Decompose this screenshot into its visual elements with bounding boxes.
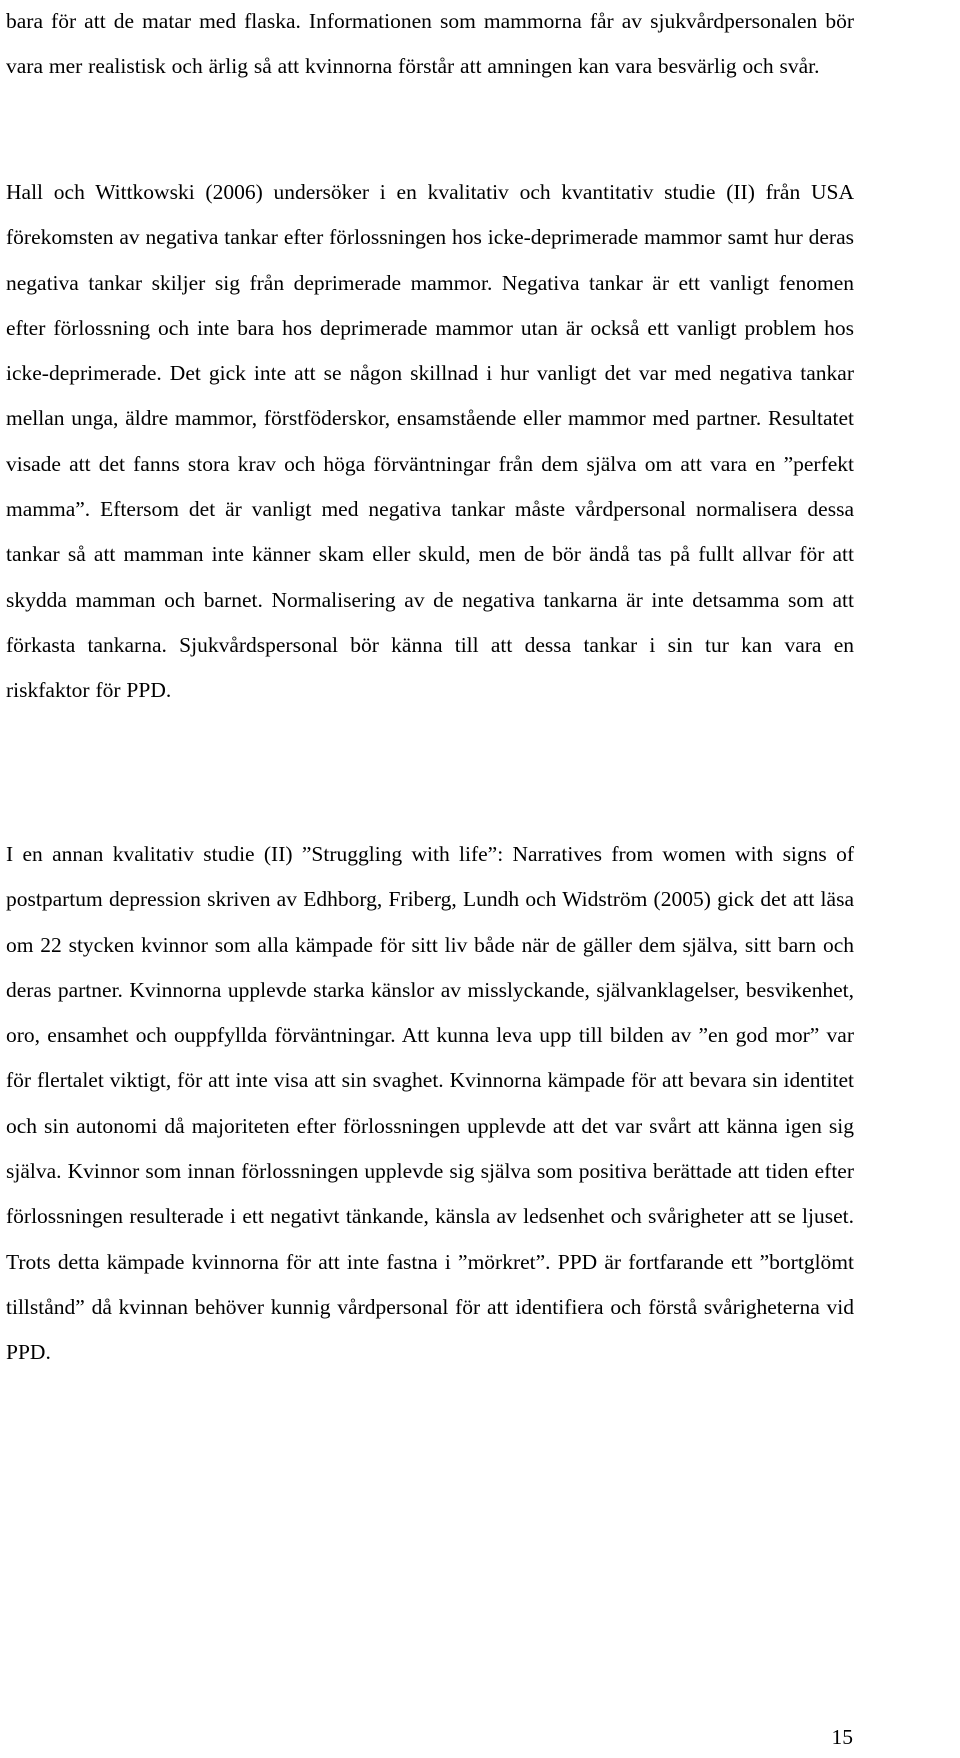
body-paragraph-1: bara för att de matar med flaska. Informationen som mammorna får av sjukvårdpersonalen bör vara mer realistisk och ärlig så att kvinnorna förstår att amningen kan vara besvärlig och svår. (6, 9, 854, 79)
page-number: 15 (831, 1725, 853, 1749)
body-paragraph-3: I en annan kvalitativ studie (II) ”Struggling with life”: Narratives from women with signs of postpartum depression skriven av Edhborg, Friberg, Lundh och Widström (2005) gick det att läsa om 22 stycken kvinnor som alla kämpade för sitt liv både när de gäller dem själva, sitt barn och deras partner. Kvinnorna upplevde starka känslor av misslyckande, självanklagelser, besvikenhet, oro, ensamhet och ouppfyllda förväntningar. Att kunna leva upp till bilden av ”en god mor” var för flertalet viktigt, för att inte visa att sin svaghet. Kvinnorna kämpade för att bevara sin identitet och sin autonomi då majoriteten efter förlossningen upplevde att det var svårt att känna igen sig själva. Kvinnor som innan förlossningen upplevde sig själva som positiva berättade att tiden efter förlossningen resulterade i ett negativt tänkande, känsla av ledsenhet och svårigheter att se ljuset. Trots detta kämpade kvinnorna för att inte fastna i ”mörkret”. PPD är fortfarande ett ”bortglömt tillstånd” då kvinnan behöver kunnig vårdpersonal för att identifiera och förstå svårigheterna vid PPD. (6, 842, 854, 1365)
body-paragraph-2: Hall och Wittkowski (2006) undersöker i en kvalitativ och kvantitativ studie (II) från USA förekomsten av negativa tankar efter förlossningen hos icke-deprimerade mammor samt hur deras negativa tankar skiljer sig från deprimerade mammor. Negativa tankar är ett vanligt fenomen efter förlossning och inte bara hos deprimerade mammor utan är också ett vanligt problem hos icke-deprimerade. Det gick inte att se någon skillnad i hur vanligt det var med negativa tankar mellan unga, äldre mammor, förstföderskor, ensamstående eller mammor med partner. Resultatet visade att det fanns stora krav och höga förväntningar från dem själva om att vara en ”perfekt mamma”. Eftersom det är vanligt med negativa tankar måste vårdpersonal normalisera dessa tankar så att mamman inte känner skam eller skuld, men de bör ändå tas på fullt allvar för att skydda mamman och barnet. Normalisering av de negativa tankarna är inte detsamma som att förkasta tankarna. Sjukvårdspersonal bör känna till att dessa tankar i sin tur kan vara en riskfaktor för PPD. (6, 180, 854, 703)
